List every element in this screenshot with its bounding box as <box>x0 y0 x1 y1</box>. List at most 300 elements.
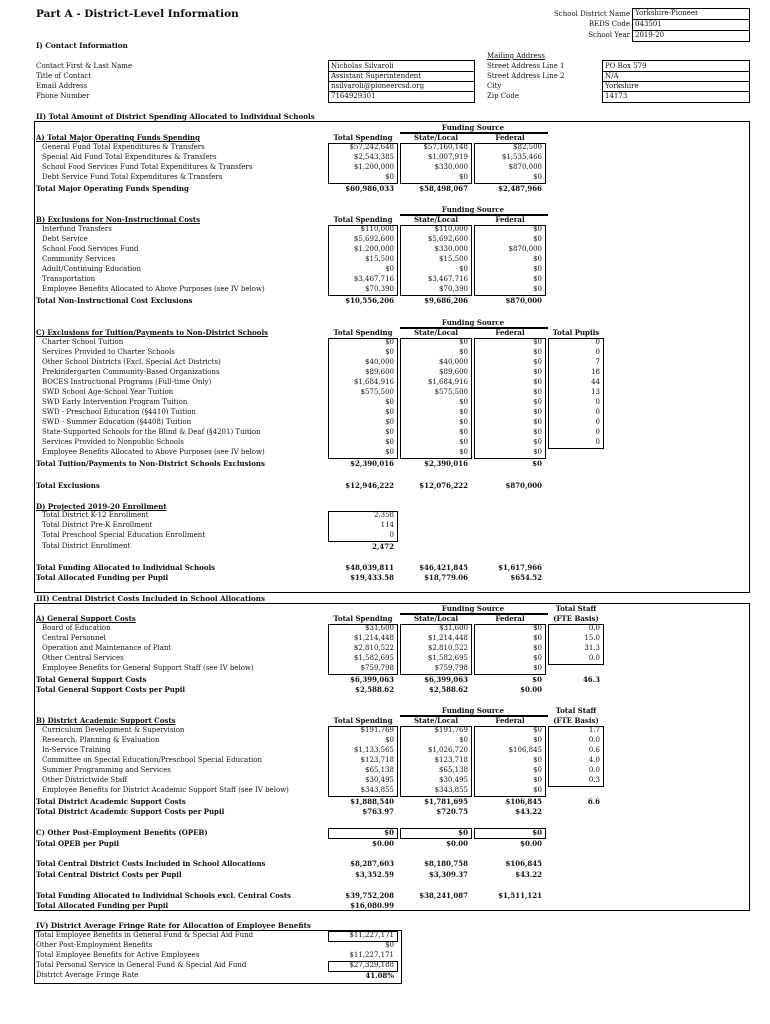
fringe-row-value: 41.08% <box>365 971 394 980</box>
central-per-pupil-federal: $43.22 <box>515 870 542 879</box>
beds-code-value: 043501 <box>635 20 662 28</box>
b-row-total: $5,692,600 <box>353 235 394 243</box>
c-row-label: Charter School Tuition <box>42 338 124 346</box>
b3-row-label: Research, Planning & Evaluation <box>42 736 160 744</box>
b3-total-label: Total District Academic Support Costs <box>36 797 186 806</box>
b-row-label: Debt Service <box>42 235 88 243</box>
a-row-federal: $870,000 <box>508 163 542 171</box>
contact-title-label: Title of Contact <box>36 72 92 80</box>
total-exclusions-state: $12,076,222 <box>419 481 468 490</box>
c-row-pupils: 18 <box>591 368 600 376</box>
b3-row-fte: 0.0 <box>588 766 600 774</box>
c-row-label: Other School Districts (Excl. Special Act Districts) <box>42 358 221 366</box>
fringe-row-label: Total Personal Service in General Fund & Special Aid Fund <box>36 961 247 969</box>
street2-label: Street Address Line 2 <box>487 72 565 80</box>
col-total-spending: Total Spending <box>333 614 393 623</box>
total-exclusions-label: Total Exclusions <box>36 481 100 490</box>
city-value: Yorkshire <box>605 82 639 90</box>
c-row-label: State-Supported Schools for the Blind & Deaf (§4201) Tuition <box>42 428 261 436</box>
a3-row-federal: $0 <box>533 654 542 662</box>
c-row-federal: $0 <box>533 348 542 356</box>
c-row-state: $0 <box>459 428 468 436</box>
col-fte-basis: (FTE Basis) <box>553 716 599 725</box>
a3-total-federal: $0 <box>532 675 542 684</box>
funding-alloc-state: $46,421,845 <box>419 563 468 572</box>
c-row-total: $0 <box>385 408 394 416</box>
b3-row-total: $343,855 <box>360 786 394 794</box>
a-row-label: General Fund Total Expenditures & Transfers <box>42 143 205 151</box>
d-row-value: 0 <box>389 531 394 539</box>
b-row-state: $3,467,716 <box>427 275 468 283</box>
col-state-local: State/Local <box>413 328 459 337</box>
b3-row-label: Curriculum Development & Supervision <box>42 726 185 734</box>
c-row-pupils: 0 <box>595 408 600 416</box>
a3-row-federal: $0 <box>533 644 542 652</box>
a3-per-pupil-state: $2,588.62 <box>429 685 468 694</box>
a-total-federal: $2,487,966 <box>498 184 542 193</box>
b-row-total: $3,467,716 <box>353 275 394 283</box>
a-total-label: Total Major Operating Funds Spending <box>36 184 189 193</box>
a-row-federal: $1,535,466 <box>501 153 542 161</box>
city-label: City <box>487 82 502 90</box>
c-row-state: $0 <box>459 408 468 416</box>
fringe-row-label: Total Employee Benefits for Active Employees <box>36 951 200 959</box>
section4-heading: IV) District Average Fringe Rate for Allocation of Employee Benefits <box>36 921 311 930</box>
b-row-state: $70,390 <box>439 285 468 293</box>
b-total-total: $10,556,206 <box>345 296 394 305</box>
b-row-total: $0 <box>385 265 394 273</box>
a3-row-state: $1,214,448 <box>427 634 468 642</box>
b3-total-federal: $106,845 <box>505 797 542 806</box>
b-row-federal: $0 <box>533 285 542 293</box>
b3-row-total: $30,495 <box>365 776 394 784</box>
b-row-federal: $870,000 <box>508 245 542 253</box>
a3-per-pupil-total: $2,588.62 <box>355 685 394 694</box>
central-costs-label: Total Central District Costs Included in School Allocations <box>36 859 266 868</box>
a3-row-label: Employee Benefits for General Support Staff (see IV below) <box>42 664 254 672</box>
central-costs-state: $8,180,758 <box>424 859 468 868</box>
mailing-address-heading: Mailing Address <box>487 52 545 60</box>
total-exclusions-total: $12,946,222 <box>345 481 394 490</box>
funding-source-header: Funding Source <box>441 123 505 132</box>
page-title: Part A - District-Level Information <box>36 8 239 20</box>
a3-per-pupil-label: Total General Support Costs per Pupil <box>36 685 186 694</box>
c-row-pupils: 0 <box>595 348 600 356</box>
b-total-label: Total Non-Instructional Cost Exclusions <box>36 296 193 305</box>
c3-per-pupil-state: $0.00 <box>446 839 468 848</box>
c-row-label: Services Provided to Nonpublic Schools <box>42 438 184 446</box>
b-total-state: $9,686,206 <box>424 296 468 305</box>
c-row-total: $0 <box>385 438 394 446</box>
c-total-label: Total Tuition/Payments to Non-District Schools Exclusions <box>36 459 265 468</box>
c-row-label: SWD - Summer Education (§4408) Tuition <box>42 418 192 426</box>
central-per-pupil-label: Total Central District Costs per Pupil <box>36 870 182 879</box>
b3-per-pupil-label: Total District Academic Support Costs per Pupil <box>36 807 225 816</box>
a3-row-fte: 15.0 <box>584 634 600 642</box>
c-row-total: $0 <box>385 448 394 456</box>
c-row-state: $0 <box>459 338 468 346</box>
c-row-total: $0 <box>385 418 394 426</box>
c3-per-pupil-federal: $0.00 <box>520 839 542 848</box>
c-row-total: $575,500 <box>360 388 394 396</box>
col-federal: Federal <box>495 133 525 142</box>
a3-total-total: $6,399,063 <box>350 675 394 684</box>
fringe-row-label: Total Employee Benefits in General Fund & Special Aid Fund <box>36 931 254 939</box>
a-row-state: $1,007,919 <box>427 153 468 161</box>
c-row-state: $40,000 <box>439 358 468 366</box>
c-row-federal: $0 <box>533 448 542 456</box>
b3-row-federal: $0 <box>533 736 542 744</box>
school-year-value: 2019-20 <box>635 31 665 39</box>
b3-row-label: Employee Benefits for District Academic Support Staff (see IV below) <box>42 786 289 794</box>
c-row-pupils: 7 <box>595 358 600 366</box>
per-pupil-label: Total Allocated Funding per Pupil <box>36 573 169 582</box>
section-c-heading: C) Exclusions for Tuition/Payments to Non-District Schools <box>36 328 269 337</box>
b3-total-fte: 6.6 <box>587 797 600 806</box>
c-row-label: SWD - Preschool Education (§4410) Tuition <box>42 408 196 416</box>
col-fte-basis: (FTE Basis) <box>553 614 599 623</box>
b-row-federal: $0 <box>533 235 542 243</box>
col-total-staff: Total Staff <box>555 604 597 613</box>
col-total-spending: Total Spending <box>333 215 393 224</box>
b3-row-total: $1,133,565 <box>353 746 394 754</box>
a-total-state: $58,498,067 <box>419 184 468 193</box>
d-row-label: Total District K-12 Enrollment <box>42 511 149 519</box>
c-row-label: Employee Benefits Allocated to Above Purposes (see IV below) <box>42 448 265 456</box>
col-total-staff: Total Staff <box>555 706 597 715</box>
b3-total-state: $1,781,695 <box>424 797 468 806</box>
b-row-federal: $0 <box>533 265 542 273</box>
b-row-label: School Food Services Fund <box>42 245 139 253</box>
a-row-total: $57,242,648 <box>349 143 394 151</box>
b3-row-state: $65,138 <box>439 766 468 774</box>
d-total-label: Total District Enrollment <box>42 542 131 550</box>
a-total-total: $60,986,033 <box>345 184 394 193</box>
district-name-value: Yorkshire-Pioneer <box>635 9 699 17</box>
c3-per-pupil-label: Total OPEB per Pupil <box>36 839 120 848</box>
a-row-label: Special Aid Fund Total Expenditures & Transfers <box>42 153 217 161</box>
a3-row-label: Central Personnel <box>42 634 106 642</box>
contact-phone-label: Phone Number <box>36 92 90 100</box>
c-total-state: $2,390,016 <box>424 459 468 468</box>
c-row-total: $0 <box>385 398 394 406</box>
a-row-total: $0 <box>385 173 394 181</box>
central-per-pupil-state: $3,309.37 <box>429 870 468 879</box>
c-row-pupils: 0 <box>595 438 600 446</box>
school-year-label: School Year <box>588 31 630 39</box>
b3-row-federal: $0 <box>533 766 542 774</box>
a-row-state: $330,000 <box>434 163 468 171</box>
b3-row-state: $343,855 <box>434 786 468 794</box>
a-row-federal: $82,500 <box>513 143 542 151</box>
col-total-spending: Total Spending <box>333 716 393 725</box>
c-row-federal: $0 <box>533 428 542 436</box>
c-row-label: Services Provided to Charter Schools <box>42 348 175 356</box>
fringe-box-1 <box>328 931 398 942</box>
a3-row-total: $1,582,695 <box>353 654 394 662</box>
c-row-federal: $0 <box>533 378 542 386</box>
a3-row-label: Operation and Maintenance of Plant <box>42 644 172 652</box>
d-row-value: 114 <box>380 521 394 529</box>
section2-heading: II) Total Amount of District Spending Allocated to Individual Schools <box>36 112 315 121</box>
b3-row-fte: 4.0 <box>588 756 600 764</box>
funding-alloc-total: $48,039,811 <box>345 563 394 572</box>
contact-email-label: Email Address <box>36 82 88 90</box>
b3-per-pupil-state: $720.75 <box>436 807 468 816</box>
zip-label: Zip Code <box>487 92 520 100</box>
a3-row-total: $1,214,448 <box>353 634 394 642</box>
excl-central-label: Total Funding Allocated to Individual Schools excl. Central Costs <box>36 891 292 900</box>
b-row-federal: $0 <box>533 275 542 283</box>
c-row-label: SWD School Age-School Year Tuition <box>42 388 174 396</box>
b3-row-total: $0 <box>385 736 394 744</box>
c-row-label: Prekindergarten Community-Based Organizations <box>42 368 220 376</box>
b-row-state: $15,500 <box>439 255 468 263</box>
b-row-label: Interfund Transfers <box>42 225 112 233</box>
b3-row-fte: 0.6 <box>588 746 600 754</box>
contact-fields-box <box>328 60 475 103</box>
b3-row-federal: $0 <box>533 786 542 794</box>
a3-row-total: $759,798 <box>360 664 394 672</box>
b3-row-federal: $0 <box>533 776 542 784</box>
a3-total-state: $6,399,063 <box>424 675 468 684</box>
c-row-pupils: 44 <box>591 378 600 386</box>
c-row-state: $575,500 <box>434 388 468 396</box>
c-row-pupils: 0 <box>595 428 600 436</box>
c-row-pupils: 0 <box>595 338 600 346</box>
a-row-total: $2,543,385 <box>353 153 394 161</box>
a-row-state: $0 <box>459 173 468 181</box>
c-row-federal: $0 <box>533 408 542 416</box>
col-total-pupils: Total Pupils <box>552 328 600 337</box>
b-row-label: Community Services <box>42 255 116 263</box>
a-row-state: $57,160,148 <box>423 143 468 151</box>
c-row-state: $0 <box>459 448 468 456</box>
contact-name-label: Contact First & Last Name <box>36 62 133 70</box>
section-a-heading: A) Total Major Operating Funds Spending <box>36 133 201 142</box>
fringe-row-value: $0 <box>385 941 394 949</box>
funding-source-header: Funding Source <box>441 318 505 327</box>
contact-title-value: Assistant Superintendent <box>331 72 422 80</box>
c3-opeb-federal: $0 <box>532 828 542 837</box>
c-row-label: SWD Early Intervention Program Tuition <box>42 398 188 406</box>
fringe-row-value: $11,227,171 <box>349 951 394 959</box>
c-row-federal: $0 <box>533 368 542 376</box>
a3-per-pupil-federal: $0.00 <box>520 685 542 694</box>
fringe-row-label: Other Post-Employment Benefits <box>36 941 153 949</box>
b3-row-label: Committee on Special Education/Preschool Special Education <box>42 756 263 764</box>
a3-total-label: Total General Support Costs <box>36 675 147 684</box>
b3-row-federal: $0 <box>533 756 542 764</box>
c-row-total: $0 <box>385 338 394 346</box>
a-row-total: $1,200,000 <box>353 163 394 171</box>
per-pupil-state: $18,779.06 <box>424 573 468 582</box>
zip-value: 14173 <box>605 92 628 100</box>
c-row-state: $89,600 <box>439 368 468 376</box>
b-row-label: Transportation <box>42 275 96 283</box>
central-per-pupil-total: $3,352.59 <box>355 870 394 879</box>
b3-row-total: $65,138 <box>365 766 394 774</box>
a3-row-state: $31,600 <box>439 624 468 632</box>
street1-value: PO Box 579 <box>605 62 647 70</box>
b3-row-federal: $0 <box>533 726 542 734</box>
b3-per-pupil-total: $763.97 <box>362 807 394 816</box>
c-row-state: $0 <box>459 418 468 426</box>
b3-row-label: Summer Programming and Services <box>42 766 171 774</box>
col-total-spending: Total Spending <box>333 133 393 142</box>
fringe-row-label: District Average Fringe Rate <box>36 971 139 979</box>
b3-total-total: $1,888,540 <box>350 797 394 806</box>
b-row-total: $110,000 <box>360 225 394 233</box>
b3-row-total: $123,718 <box>360 756 394 764</box>
c3-opeb-state: $0 <box>458 828 468 837</box>
c-total-total: $2,390,016 <box>350 459 394 468</box>
total-exclusions-federal: $870,000 <box>505 481 542 490</box>
section3-a-heading: A) General Support Costs <box>36 614 136 623</box>
c-row-federal: $0 <box>533 438 542 446</box>
a3-total-fte: 46.3 <box>582 675 600 684</box>
school-year-field <box>632 30 750 42</box>
section-b-heading: B) Exclusions for Non-Instructional Costs <box>36 215 201 224</box>
c-row-pupils: 0 <box>595 418 600 426</box>
c-row-federal: $0 <box>533 418 542 426</box>
c-row-total: $40,000 <box>365 358 394 366</box>
central-costs-total: $8,287,603 <box>350 859 394 868</box>
c-row-state: $0 <box>459 398 468 406</box>
a3-row-total: $2,810,522 <box>353 644 394 652</box>
central-costs-federal: $106,845 <box>505 859 542 868</box>
col-federal: Federal <box>495 328 525 337</box>
b-row-total: $15,500 <box>365 255 394 263</box>
excl-per-pupil-label: Total Allocated Funding per Pupil <box>36 901 169 910</box>
a3-row-fte: 31.3 <box>584 644 600 652</box>
c-row-total: $0 <box>385 348 394 356</box>
b3-row-state: $1,026,720 <box>427 746 468 754</box>
b3-row-federal: $106,845 <box>508 746 542 754</box>
street2-value: N/A <box>605 72 619 80</box>
b3-row-state: $123,718 <box>434 756 468 764</box>
b3-row-fte: 0.3 <box>588 776 600 784</box>
b3-row-total: $191,769 <box>360 726 394 734</box>
a3-row-label: Other Central Services <box>42 654 124 662</box>
section3-b-heading: B) District Academic Support Costs <box>36 716 176 725</box>
a-row-label: School Food Services Fund Total Expenditures & Transfers <box>42 163 253 171</box>
c-row-federal: $0 <box>533 358 542 366</box>
d-row-value: 2,358 <box>373 511 394 519</box>
b-row-state: $330,000 <box>434 245 468 253</box>
excl-per-pupil-total: $16,080.99 <box>350 901 394 910</box>
b3-row-state: $0 <box>459 736 468 744</box>
d-total-value: 2,472 <box>372 542 394 551</box>
contact-heading: I) Contact Information <box>36 41 128 50</box>
fringe-box-4 <box>328 961 398 972</box>
col-federal: Federal <box>495 614 525 623</box>
c-row-total: $89,600 <box>365 368 394 376</box>
fringe-row-value: $11,227,171 <box>349 931 394 939</box>
col-state-local: State/Local <box>413 614 459 623</box>
b3-per-pupil-federal: $43.22 <box>515 807 542 816</box>
a3-row-state: $2,810,522 <box>427 644 468 652</box>
a3-row-state: $1,582,695 <box>427 654 468 662</box>
c-row-pupils: 13 <box>591 388 600 396</box>
b-row-label: Adult/Continuing Education <box>42 265 142 273</box>
c-row-state: $0 <box>459 438 468 446</box>
b-row-total: $70,390 <box>365 285 394 293</box>
funding-alloc-label: Total Funding Allocated to Individual Schools <box>36 563 216 572</box>
per-pupil-total: $19,433.58 <box>350 573 394 582</box>
b-row-federal: $0 <box>533 255 542 263</box>
per-pupil-federal: $654.52 <box>510 573 542 582</box>
contact-email-value: nsilvaroli@pioneercsd.org <box>331 82 425 90</box>
section3-heading: III) Central District Costs Included in School Allocations <box>36 594 266 603</box>
mailing-fields-box <box>602 60 750 103</box>
c-row-total: $1,684,916 <box>353 378 394 386</box>
b-row-state: $0 <box>459 265 468 273</box>
b3-row-fte: 1.7 <box>588 726 600 734</box>
col-state-local: State/Local <box>413 133 459 142</box>
b3-row-state: $191,769 <box>434 726 468 734</box>
a3-row-fte: 0.0 <box>588 624 600 632</box>
b-row-federal: $0 <box>533 225 542 233</box>
b3-row-state: $30,495 <box>439 776 468 784</box>
a-row-federal: $0 <box>533 173 542 181</box>
funding-source-header: Funding Source <box>441 706 505 715</box>
c-row-label: BOCES Instructional Programs (Full-time Only) <box>42 378 212 386</box>
excl-central-total: $39,752,208 <box>345 891 394 900</box>
b-total-federal: $870,000 <box>505 296 542 305</box>
a3-row-state: $759,798 <box>434 664 468 672</box>
funding-source-header: Funding Source <box>441 604 505 613</box>
a3-row-federal: $0 <box>533 634 542 642</box>
c-row-federal: $0 <box>533 388 542 396</box>
d-row-label: Total District Pre-K Enrollment <box>42 521 153 529</box>
fringe-row-value: $27,329,188 <box>349 961 394 969</box>
contact-name-value: Nicholas Silvaroli <box>331 62 394 70</box>
funding-alloc-federal: $1,617,966 <box>498 563 542 572</box>
c-row-pupils: 0 <box>595 398 600 406</box>
c3-per-pupil-total: $0.00 <box>372 839 394 848</box>
a3-row-label: Board of Education <box>42 624 111 632</box>
c3-opeb-total: $0 <box>384 828 394 837</box>
col-federal: Federal <box>495 716 525 725</box>
b3-row-label: Other Districtwide Staff <box>42 776 128 784</box>
b3-row-fte: 0.0 <box>588 736 600 744</box>
b-row-label: Employee Benefits Allocated to Above Purposes (see IV below) <box>42 285 265 293</box>
b-row-state: $110,000 <box>434 225 468 233</box>
col-state-local: State/Local <box>413 215 459 224</box>
beds-code-label: BEDS Code <box>588 20 630 28</box>
col-state-local: State/Local <box>413 716 459 725</box>
b-row-state: $5,692,600 <box>427 235 468 243</box>
c-row-state: $0 <box>459 348 468 356</box>
excl-central-state: $38,241,087 <box>419 891 468 900</box>
excl-central-federal: $1,511,121 <box>498 891 542 900</box>
col-federal: Federal <box>495 215 525 224</box>
d-row-label: Total Preschool Special Education Enrollment <box>42 531 206 539</box>
c3-opeb-label: C) Other Post-Employment Benefits (OPEB) <box>36 828 208 837</box>
a3-row-federal: $0 <box>533 664 542 672</box>
b3-row-label: In-Service Training <box>42 746 111 754</box>
c-row-federal: $0 <box>533 398 542 406</box>
a-row-label: Debt Service Fund Total Expenditures & Transfers <box>42 173 223 181</box>
c-row-total: $0 <box>385 428 394 436</box>
a3-row-federal: $0 <box>533 624 542 632</box>
c-total-federal: $0 <box>532 459 542 468</box>
a3-row-fte: 0.0 <box>588 654 600 662</box>
a3-row-total: $31,600 <box>365 624 394 632</box>
b-row-total: $1,200,000 <box>353 245 394 253</box>
funding-source-header: Funding Source <box>441 205 505 214</box>
